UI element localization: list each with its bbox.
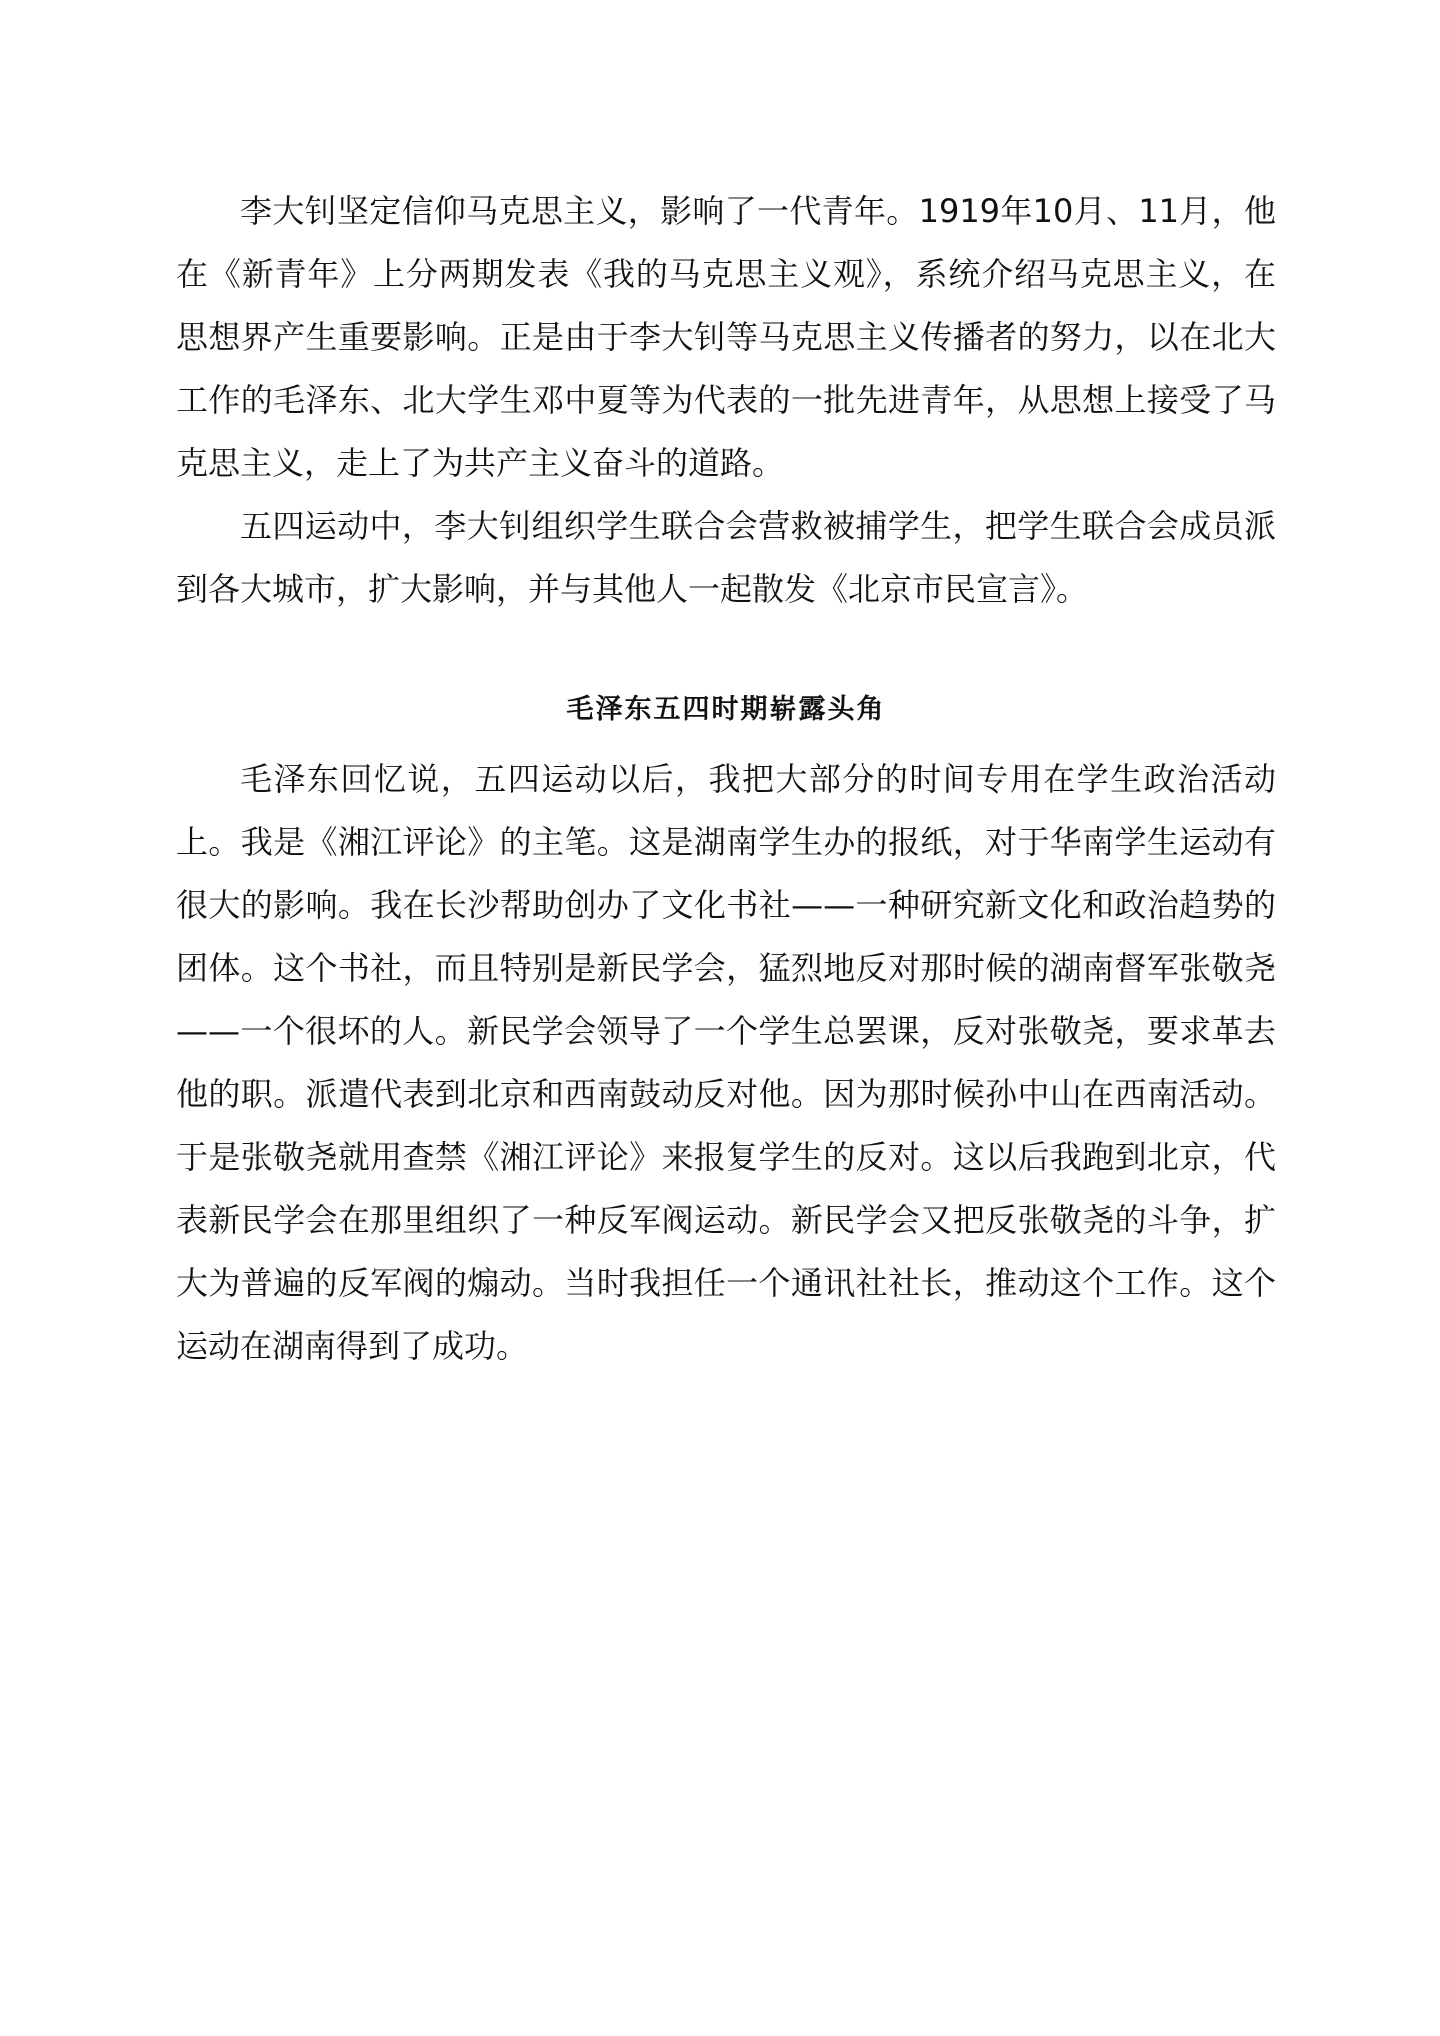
paragraph: 李大钊坚定信仰马克思主义，影响了一代青年。1919年10月、11月，他在《新青年》上分两期发表《我的马克思主义观》，系统介绍马克思主义，在思想界产生重要影响。正是由于李大钊等马克思主义传播者的努力，以在北大工作的毛泽东、北大学生邓中夏等为代表的一批先进青年，从思想上接受了马克思主义，走上了为共产主义奋斗的道路。 — [176, 192, 1276, 482]
paragraph: 五四运动中，李大钊组织学生联合会营救被捕学生，把学生联合会成员派到各大城市，扩大影响，并与其他人一起散发《北京市民宣言》。 — [176, 507, 1276, 608]
paragraph: 毛泽东回忆说，五四运动以后，我把大部分的时间专用在学生政治活动上。我是《湘江评论》的主笔。这是湖南学生办的报纸，对于华南学生运动有很大的影响。我在长沙帮助创办了文化书社——一种研究新文化和政治趋势的团体。这个书社，而且特别是新民学会，猛烈地反对那时候的湖南督军张敬尧——一个很坏的人。新民学会领导了一个学生总罢课，反对张敬尧，要求革去他的职。派遣代表到北京和西南鼓动反对他。因为那时候孙中山在西南活动。于是张敬尧就用查禁《湘江评论》来报复学生的反对。这以后我跑到北京，代表新民学会在那里组织了一种反军阀运动。新民学会又把反张敬尧的斗争，扩大为普遍的反军阀的煽动。当时我担任一个通讯社社长，推动这个工作。这个运动在湖南得到了成功。 — [176, 760, 1276, 1365]
text-block-li-dazhao — [176, 180, 1276, 621]
section-title: 毛泽东五四时期崭露头角 — [566, 694, 886, 725]
text-block-mao-zedong — [176, 748, 1276, 1378]
